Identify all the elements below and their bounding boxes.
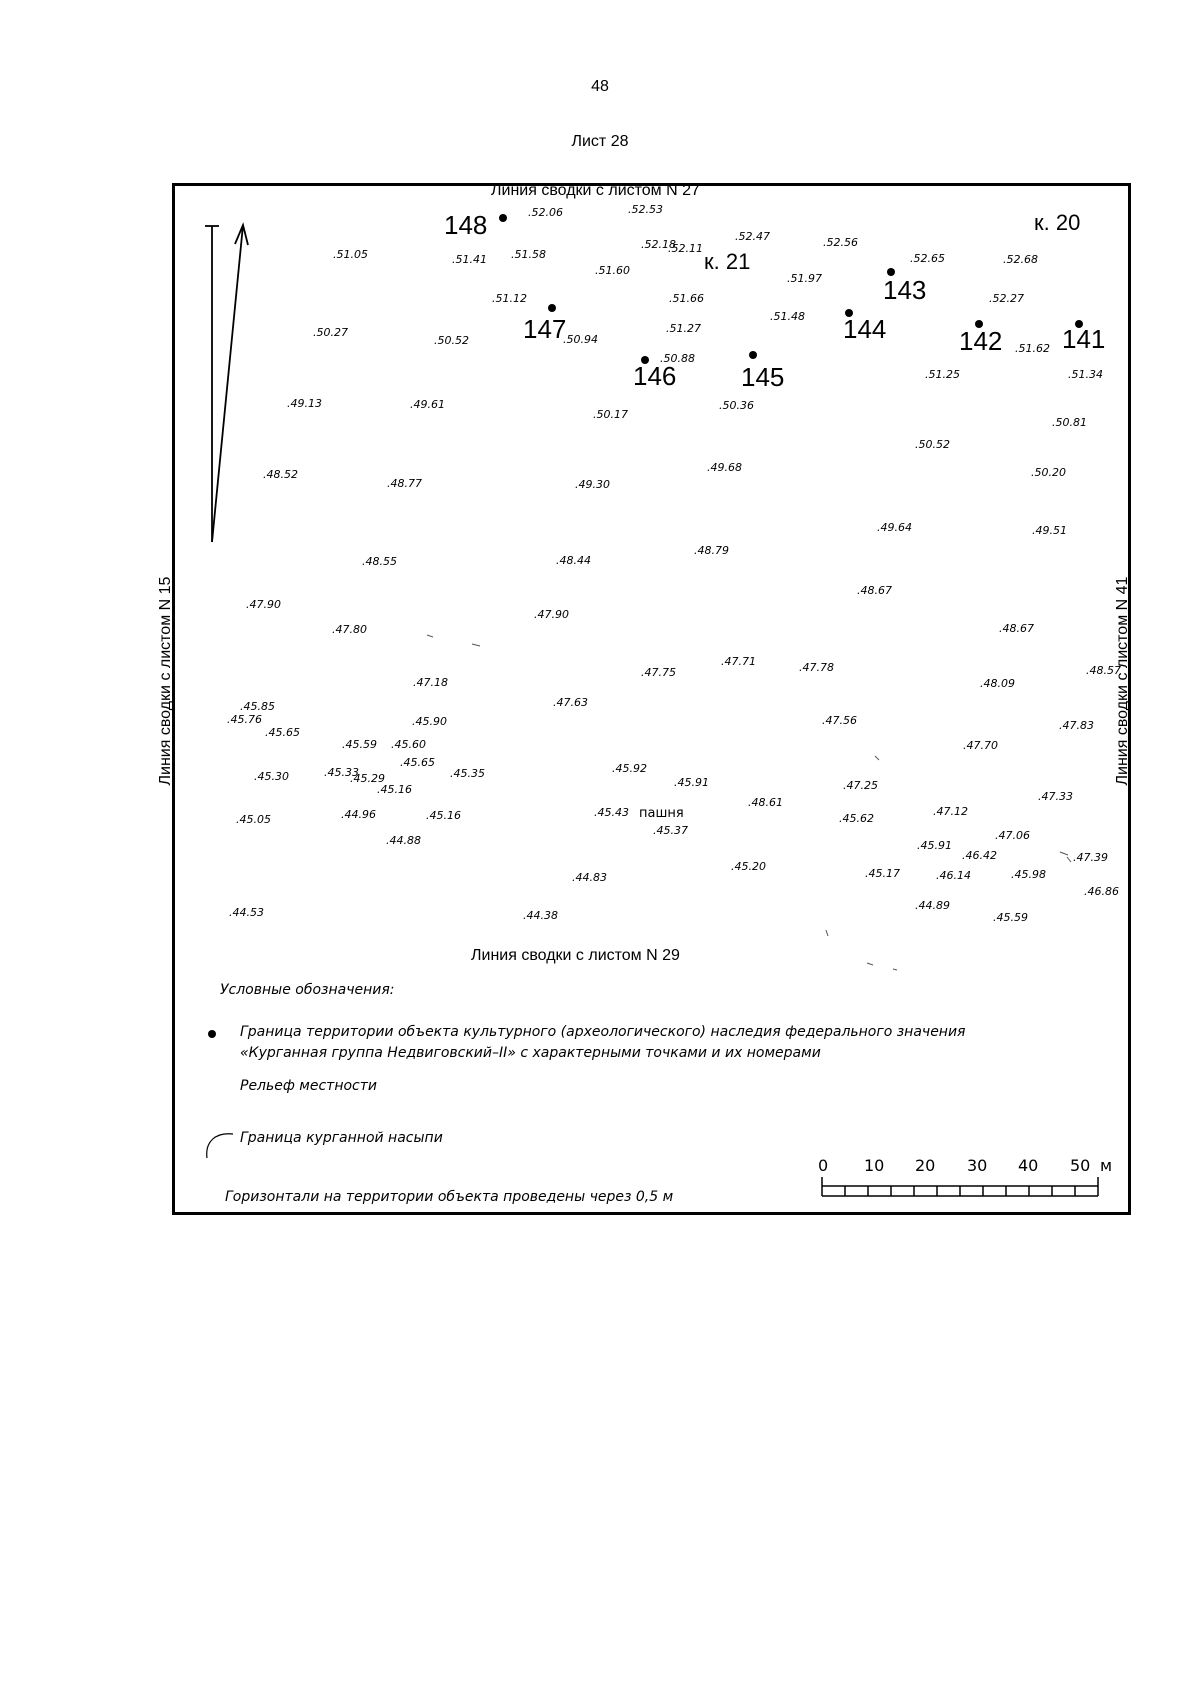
elevation-label: . 46.42 <box>962 849 997 862</box>
elevation-label: . 48.44 <box>556 554 591 567</box>
elevation-label: . 45.05 <box>236 813 271 826</box>
elevation-label: . 45.92 <box>612 762 647 775</box>
elevation-label: . 48.57 <box>1086 664 1121 677</box>
elevation-label: . 44.83 <box>572 871 607 884</box>
boundary-point-label: 147 <box>523 314 567 344</box>
elevation-label: . 47.90 <box>534 608 569 621</box>
page-number: 48 <box>591 78 609 95</box>
boundary-point-label: 142 <box>959 326 1003 356</box>
elevation-label: . 52.47 <box>735 230 770 243</box>
elevation-label: . 45.59 <box>993 911 1028 924</box>
elevation-label: . 49.61 <box>410 398 445 411</box>
legend-boundary-line1: Граница территории объекта культурного (археологического) наследия федерального значения <box>240 1024 966 1040</box>
scale-unit: м <box>1100 1156 1113 1175</box>
boundary-point-marker <box>548 304 556 312</box>
elevation-label: . 47.75 <box>641 666 676 679</box>
elevation-label: . 47.80 <box>332 623 367 636</box>
elevation-label: . 52.27 <box>989 292 1024 305</box>
elevation-label: . 45.85 <box>240 700 275 713</box>
elevation-label: . 52.53 <box>628 203 663 216</box>
boundary-point-label: 148 <box>444 210 488 240</box>
elevation-label: . 51.60 <box>595 264 630 277</box>
elevation-label: . 49.64 <box>877 521 912 534</box>
elevation-label: . 51.62 <box>1015 342 1050 355</box>
elevation-label: . 44.88 <box>386 834 421 847</box>
elevation-label: . 45.35 <box>450 767 485 780</box>
elevation-label: . 51.27 <box>666 322 701 335</box>
elevation-label: . 48.67 <box>857 584 892 597</box>
elevation-label: . 45.60 <box>391 738 426 751</box>
scale-tick-label: 0 <box>818 1156 829 1175</box>
elevation-label: . 52.06 <box>528 206 563 219</box>
sheet-title: Лист 28 <box>571 133 629 150</box>
elevation-label: . 50.52 <box>915 438 950 451</box>
elevation-label: . 48.52 <box>263 468 298 481</box>
elevation-label: . 45.65 <box>400 756 435 769</box>
frame-label-left: Линия сводки с листом N 15 <box>157 576 174 786</box>
elevation-label: . 47.78 <box>799 661 834 674</box>
elevation-label: . 45.20 <box>731 860 766 873</box>
boundary-point-label: 143 <box>883 275 927 305</box>
kurgan-label: к. 21 <box>704 249 751 274</box>
elevation-label: . 51.97 <box>787 272 822 285</box>
elevation-label: . 45.37 <box>653 824 688 837</box>
elevation-label: . 47.56 <box>822 714 857 727</box>
scale-tick-label: 40 <box>1018 1156 1039 1175</box>
boundary-point-marker <box>749 351 757 359</box>
frame-label-bottom: Линия сводки с листом N 29 <box>471 947 680 964</box>
boundary-point-marker <box>499 214 507 222</box>
elevation-label: . 51.41 <box>452 253 487 266</box>
legend-contours: Горизонтали на территории объекта проведены через 0,5 м <box>225 1189 674 1205</box>
elevation-label: . 47.39 <box>1073 851 1108 864</box>
elevation-label: . 45.98 <box>1011 868 1046 881</box>
map-frame <box>157 182 1131 1215</box>
elevation-label: . 50.36 <box>719 399 754 412</box>
elevation-label: . 45.90 <box>412 715 447 728</box>
elevation-label: . 45.65 <box>265 726 300 739</box>
legend-relief: Рельеф местности <box>240 1078 377 1094</box>
elevation-label: . 49.68 <box>707 461 742 474</box>
elevation-label: . 44.96 <box>341 808 376 821</box>
elevation-label: . 51.48 <box>770 310 805 323</box>
elevation-label: . 50.27 <box>313 326 348 339</box>
scale-tick-label: 50 <box>1070 1156 1091 1175</box>
elevation-label: . 51.34 <box>1068 368 1103 381</box>
elevation-label: . 47.06 <box>995 829 1030 842</box>
elevation-label: . 47.25 <box>843 779 878 792</box>
elevation-label: . 48.61 <box>748 796 783 809</box>
elevation-label: . 50.81 <box>1052 416 1087 429</box>
elevation-label: . 51.05 <box>333 248 368 261</box>
scale-tick-label: 10 <box>864 1156 885 1175</box>
elevation-label: . 48.09 <box>980 677 1015 690</box>
boundary-point-label: 146 <box>633 361 677 391</box>
elevation-label: . 46.14 <box>936 869 971 882</box>
kurgan-label: к. 20 <box>1034 210 1081 235</box>
elevation-label: . 45.16 <box>426 809 461 822</box>
scale-bar <box>815 1174 1115 1198</box>
elevation-label: . 48.79 <box>694 544 729 557</box>
elevation-label: . 50.88 <box>660 352 695 365</box>
boundary-point-label: 144 <box>843 314 887 344</box>
boundary-point-label: 141 <box>1062 324 1106 354</box>
field-label: пашня <box>639 806 684 821</box>
elevation-label: . 50.20 <box>1031 466 1066 479</box>
elevation-label: . 47.83 <box>1059 719 1094 732</box>
elevation-label: . 52.18 <box>641 238 676 251</box>
elevation-label: . 45.76 <box>227 713 262 726</box>
elevation-label: . 45.17 <box>865 867 900 880</box>
elevation-label: . 48.77 <box>387 477 422 490</box>
scale-tick-label: 20 <box>915 1156 936 1175</box>
legend-title: Условные обозначения: <box>220 982 395 998</box>
elevation-label: . 51.66 <box>669 292 704 305</box>
elevation-label: . 45.29 <box>350 772 385 785</box>
elevation-label: . 52.65 <box>910 252 945 265</box>
elevation-label: . 45.62 <box>839 812 874 825</box>
elevation-label: . 47.12 <box>933 805 968 818</box>
elevation-label: . 49.51 <box>1032 524 1067 537</box>
elevation-label: . 47.63 <box>553 696 588 709</box>
elevation-label: . 47.90 <box>246 598 281 611</box>
frame-label-right: Линия сводки с листом N 41 <box>1114 576 1131 786</box>
elevation-label: . 46.86 <box>1084 885 1119 898</box>
mound-boundary-icon <box>203 1128 237 1162</box>
elevation-label: . 45.16 <box>377 783 412 796</box>
elevation-label: . 47.70 <box>963 739 998 752</box>
elevation-label: . 51.12 <box>492 292 527 305</box>
legend-mound: Граница курганной насыпи <box>240 1130 443 1146</box>
boundary-point-icon <box>208 1030 216 1038</box>
elevation-label: . 45.91 <box>917 839 952 852</box>
legend-boundary-line2: «Курганная группа Недвиговский–II» с характерными точками и их номерами <box>240 1045 821 1061</box>
elevation-label: . 44.38 <box>523 909 558 922</box>
elevation-label: . 45.30 <box>254 770 289 783</box>
frame-label-top: Линия сводки с листом N 27 <box>491 182 700 199</box>
elevation-label: . 45.59 <box>342 738 377 751</box>
north-arrow-icon <box>205 225 248 542</box>
elevation-label: . 51.58 <box>511 248 546 261</box>
elevation-label: . 44.53 <box>229 906 264 919</box>
elevation-label: . 52.68 <box>1003 253 1038 266</box>
elevation-label: . 45.33 <box>324 766 359 779</box>
elevation-label: . 51.25 <box>925 368 960 381</box>
elevation-label: . 48.55 <box>362 555 397 568</box>
elevation-label: . 50.17 <box>593 408 628 421</box>
elevation-label: . 45.91 <box>674 776 709 789</box>
elevation-label: . 49.13 <box>287 397 322 410</box>
elevation-label: . 49.30 <box>575 478 610 491</box>
elevation-label: . 52.56 <box>823 236 858 249</box>
elevation-label: . 47.18 <box>413 676 448 689</box>
elevation-label: . 47.33 <box>1038 790 1073 803</box>
elevation-label: . 45.43 <box>594 806 629 819</box>
elevation-label: . 50.52 <box>434 334 469 347</box>
elevation-label: . 47.71 <box>721 655 756 668</box>
elevation-label: . 48.67 <box>999 622 1034 635</box>
scale-tick-label: 30 <box>967 1156 988 1175</box>
elevation-label: . 50.94 <box>563 333 598 346</box>
boundary-point-label: 145 <box>741 362 785 392</box>
elevation-label: . 44.89 <box>915 899 950 912</box>
elevation-label: . 52.11 <box>668 242 703 255</box>
